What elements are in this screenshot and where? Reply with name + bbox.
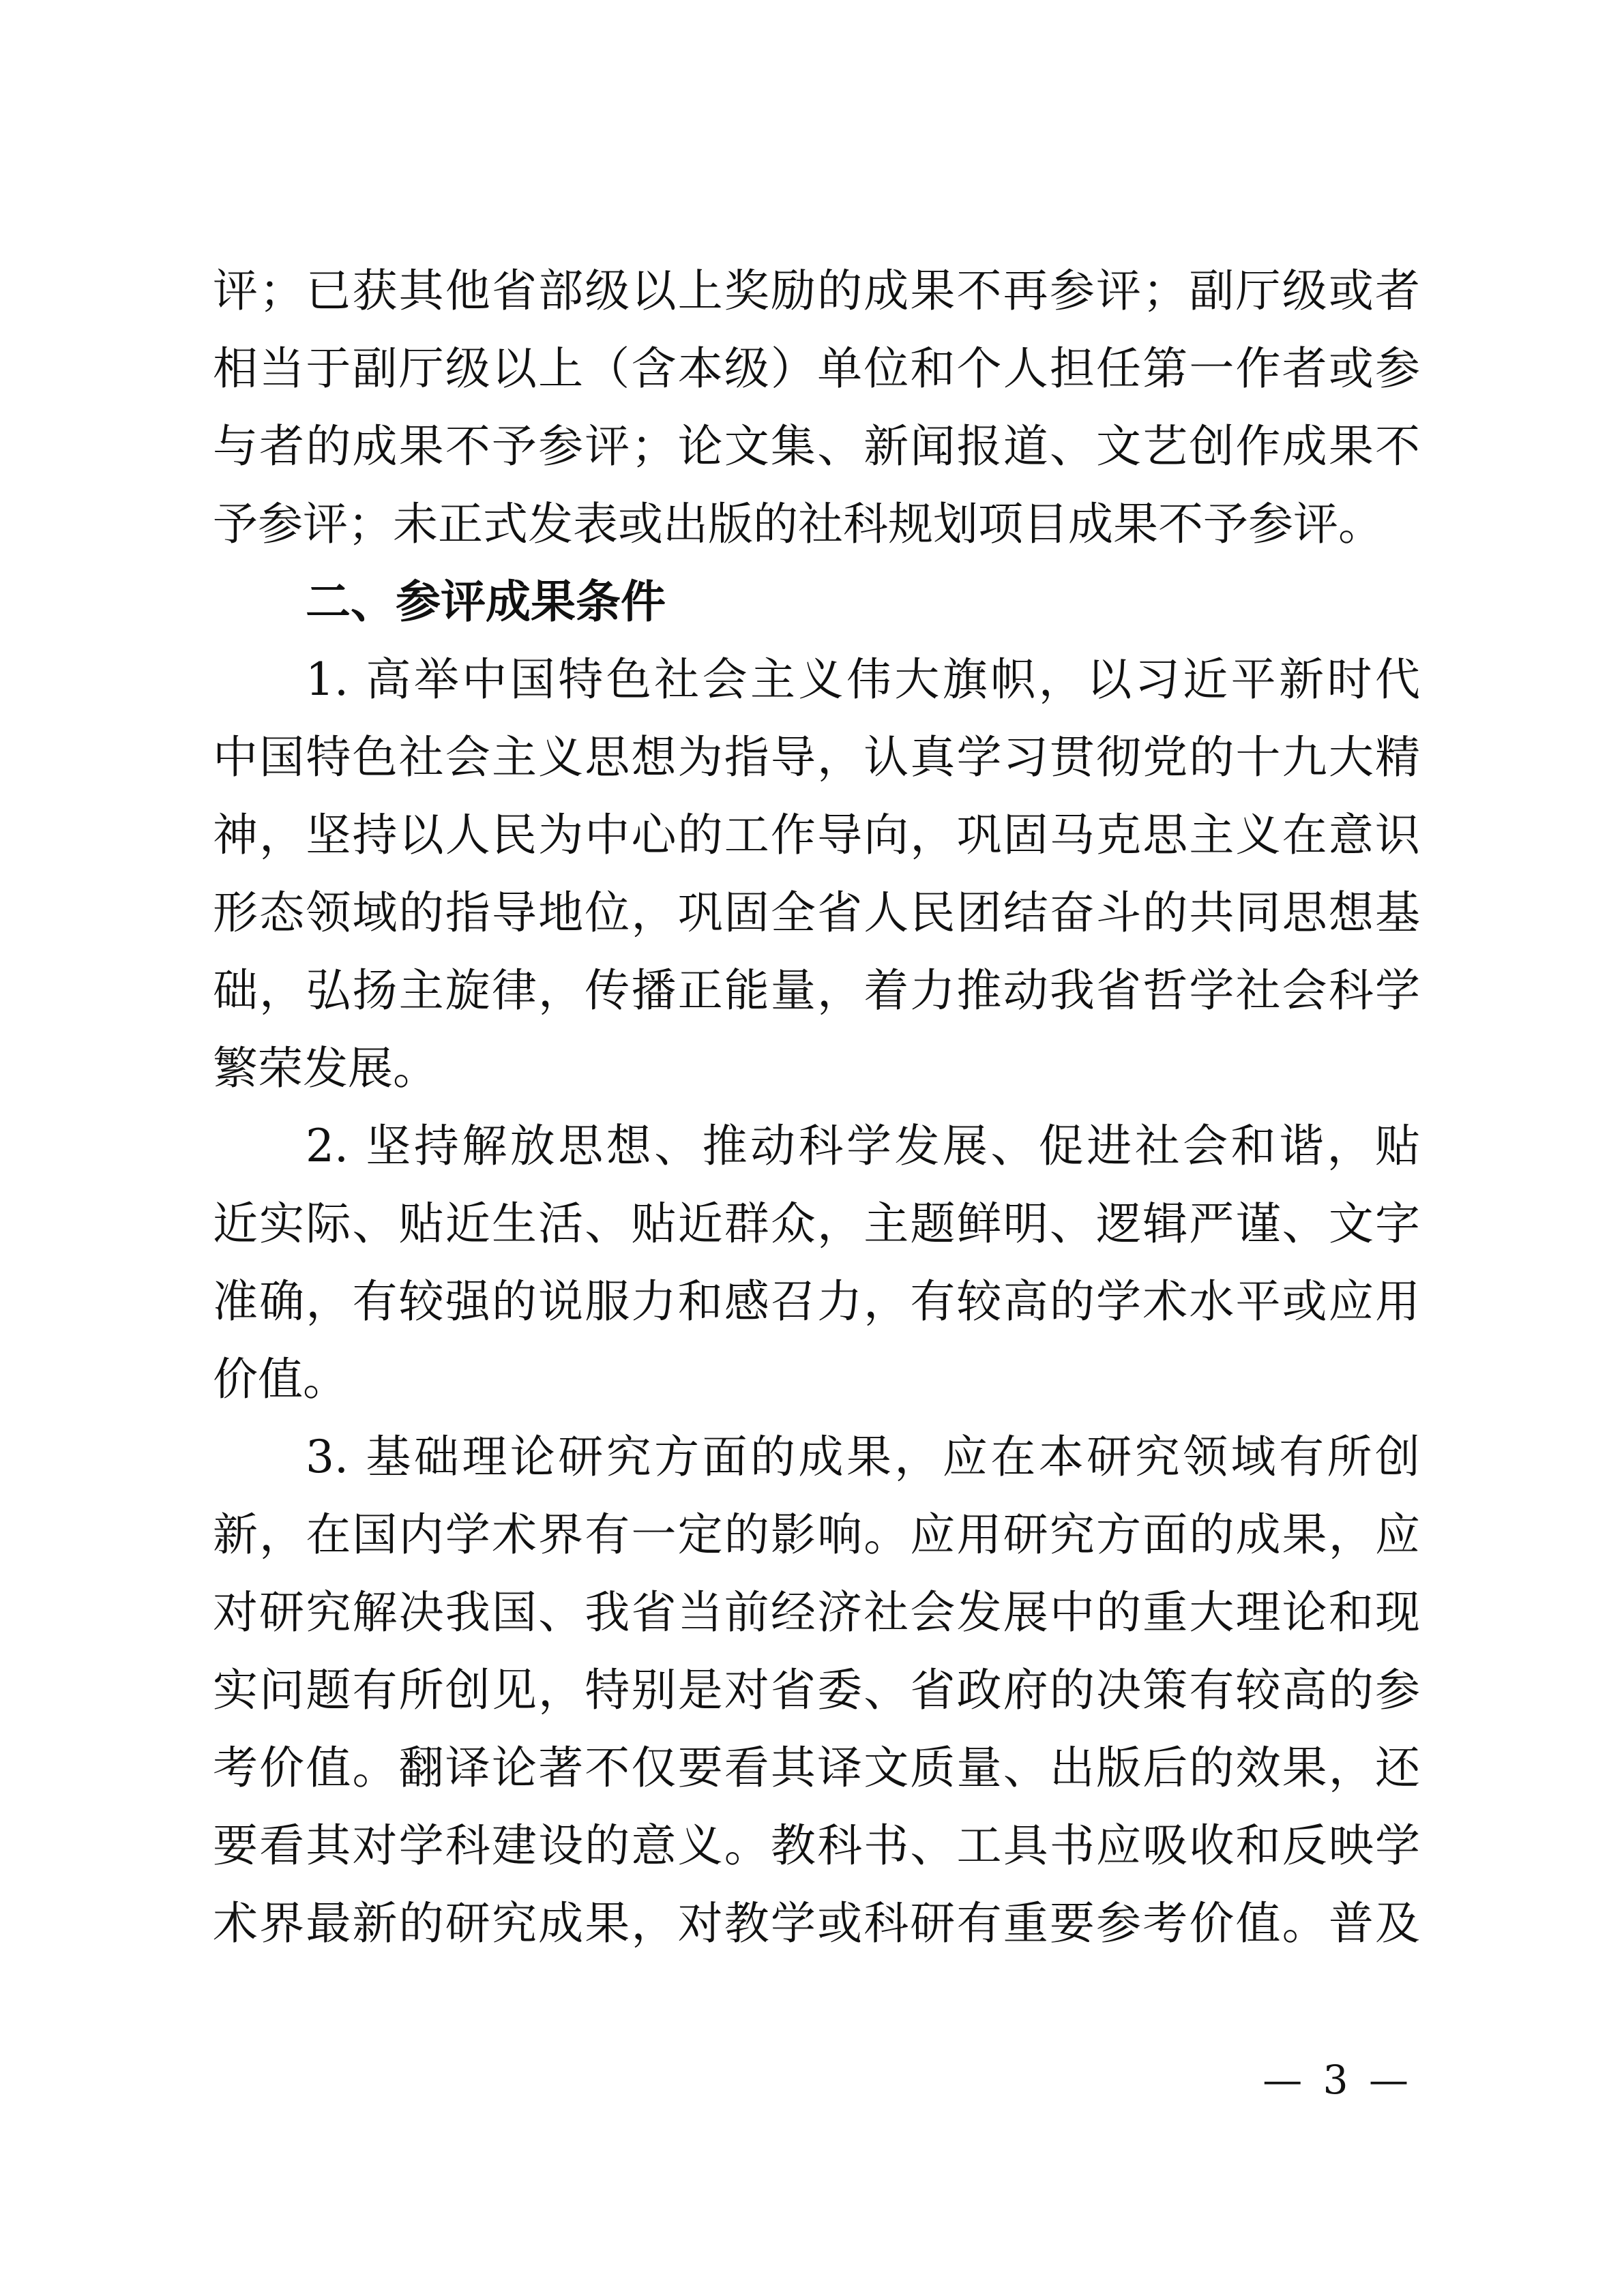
- text-line: 神，坚持以人民为中心的工作导向，巩固马克思主义在意识: [213, 809, 1420, 861]
- text-line: 对研究解决我国、我省当前经济社会发展中的重大理论和现: [213, 1586, 1420, 1639]
- text-line: 准确，有较强的说服力和感召力，有较高的学术水平或应用: [213, 1275, 1420, 1328]
- text-line: 考价值。翻译论著不仅要看其译文质量、出版后的效果，还: [213, 1742, 1420, 1794]
- text-line: 1. 高举中国特色社会主义伟大旗帜，以习近平新时代: [306, 653, 1420, 706]
- page-number: — 3 —: [1263, 2057, 1413, 2103]
- text-line: 2. 坚持解放思想、推动科学发展、促进社会和谐，贴: [306, 1120, 1420, 1172]
- text-line: 予参评；未正式发表或出版的社科规划项目成果不予参评。: [213, 498, 1383, 550]
- text-line: 础，弘扬主旋律，传播正能量，着力推动我省哲学社会科学: [213, 964, 1420, 1017]
- text-line: 繁荣发展。: [213, 1042, 438, 1094]
- text-line: 要看其对学科建设的意义。教科书、工具书应吸收和反映学: [213, 1819, 1420, 1872]
- text-line: 实问题有所创见，特别是对省委、省政府的决策有较高的参: [213, 1664, 1420, 1716]
- text-line: 与者的成果不予参评；论文集、新闻报道、文艺创作成果不: [213, 420, 1420, 473]
- text-line: 新，在国内学术界有一定的影响。应用研究方面的成果，应: [213, 1508, 1420, 1561]
- text-line: 3. 基础理论研究方面的成果，应在本研究领域有所创: [306, 1431, 1420, 1483]
- text-line: 评；已获其他省部级以上奖励的成果不再参评；副厅级或者: [213, 265, 1420, 317]
- body-text: [213, 252, 1420, 1963]
- text-line: 形态领域的指导地位，巩固全省人民团结奋斗的共同思想基: [213, 886, 1420, 939]
- section-heading: 二、参评成果条件: [306, 576, 666, 628]
- text-line: 中国特色社会主义思想为指导，认真学习贯彻党的十九大精: [213, 731, 1420, 784]
- text-line: 近实际、贴近生活、贴近群众，主题鲜明、逻辑严谨、文字: [213, 1197, 1420, 1250]
- text-line: 价值。: [213, 1353, 348, 1405]
- text-line: 术界最新的研究成果，对教学或科研有重要参考价值。普及: [213, 1897, 1420, 1950]
- text-line: 相当于副厅级以上（含本级）单位和个人担任第一作者或参: [213, 342, 1420, 395]
